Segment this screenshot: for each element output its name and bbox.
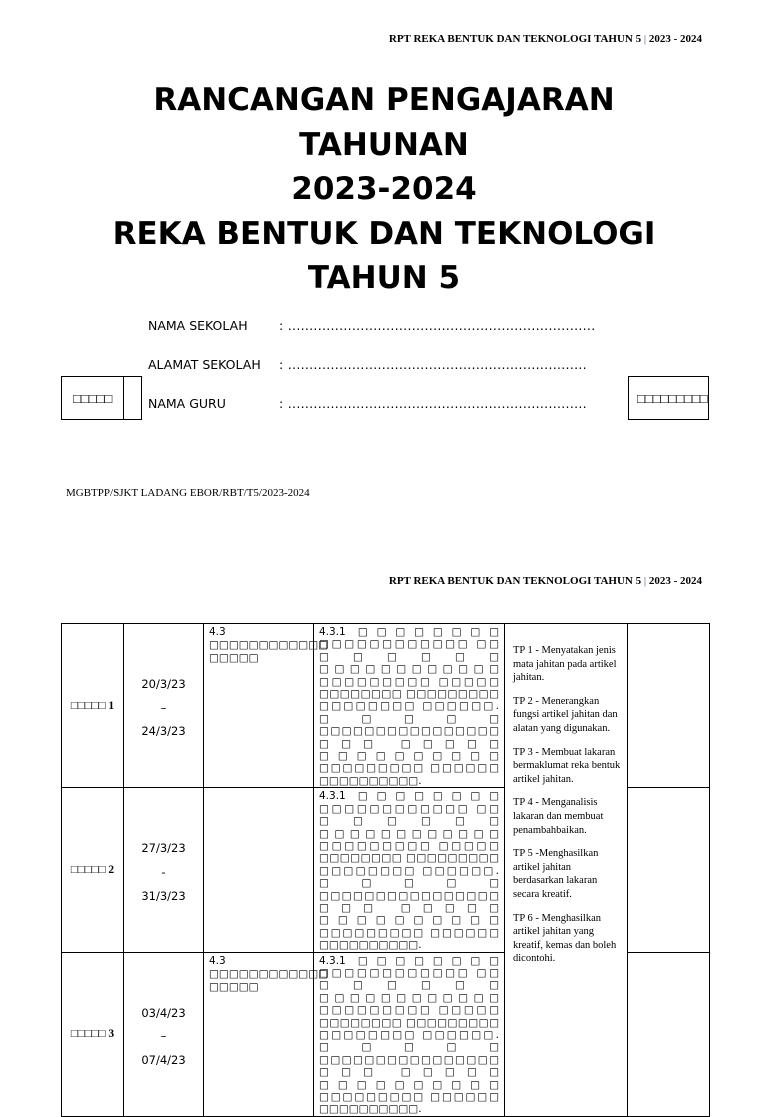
left-box-text: □□□□□	[73, 391, 113, 406]
date-cell	[124, 788, 204, 952]
tp-level: TP 4 - Menganalisis lakaran dan membuat penambahbaikan.	[513, 797, 604, 836]
header-title: RPT REKA BENTUK DAN TEKNOLOGI TAHUN 5	[388, 33, 642, 45]
field-label: ALAMAT SEKOLAH	[148, 357, 261, 372]
standard-cell: 4.3 □□□□□□□□□□□□ □□□□□	[204, 952, 314, 1116]
header-year: 2023 - 2024	[648, 33, 702, 45]
week-cell: □□□□□ 3	[62, 952, 124, 1116]
notes-cell	[628, 788, 710, 952]
week-cell: □□□□□ 1	[62, 624, 124, 788]
field-label: NAMA GURU	[148, 396, 226, 411]
week-cell: □□□□□ 2	[62, 788, 124, 952]
title-line: 2023-2024	[291, 171, 477, 207]
objective-cell: 4.3.1 □□□□□□□□ □□□□□□□□□□□□ □□ □□□□□□ □□□□□□□□□□□□ □□□□□□□□□ □□□□□ □□□□□□□□ □□□□□□□□□ □□□□□□□□ □□□□□□. □□□□□ □□□□□□□□□□□□□□□□ □□□ □□□□□ □□□□□□□□□□ □□□□□□□□□ □□□□□□ □□□□□□□□□□.	[314, 788, 505, 952]
date-separator: -	[161, 865, 166, 880]
field-value: : ........................................................................	[279, 318, 596, 333]
notes-cell	[628, 952, 710, 1116]
right-box	[628, 376, 709, 420]
date-separator: –	[160, 700, 167, 715]
lesson-plan-table	[61, 623, 710, 1117]
tp-level: TP 1 - Menyatakan jenis mata jahitan pada artikel jahitan.	[513, 645, 617, 684]
header-year: 2023 - 2024	[648, 575, 702, 587]
right-box-text: □□□□□□□□□	[637, 391, 708, 406]
title-line: RANCANGAN PENGAJARAN	[153, 82, 615, 118]
objective-cell: 4.3.1 □□□□□□□□ □□□□□□□□□□□□ □□ □□□□□□ □□□□□□□□□□□□ □□□□□□□□□ □□□□□ □□□□□□□□ □□□□□□□□□ □□□□□□□□ □□□□□□. □□□□□ □□□□□□□□□□□□□□□□ □□□ □□□□□ □□□□□□□□□□ □□□□□□□□□ □□□□□□ □□□□□□□□□□.	[314, 624, 505, 788]
standard-cell: 4.3 □□□□□□□□□□□□ □□□□□	[204, 624, 314, 788]
date-end: 07/4/23	[141, 1053, 186, 1068]
standard-cell	[204, 788, 314, 952]
tp-level: TP 3 - Membuat lakaran bermaklumat reka bentuk artikel jahitan.	[513, 746, 621, 785]
tp-level: TP 5 -Menghasilkan artikel jahitan berdasarkan lakaran secara kreatif.	[513, 848, 599, 900]
field-label: NAMA SEKOLAH	[148, 318, 248, 333]
field-value: : ......................................................................	[279, 357, 587, 372]
date-start: 27/3/23	[141, 841, 186, 856]
header-separator: |	[643, 33, 647, 45]
date-start: 20/3/23	[141, 677, 186, 692]
document-code: MGBTPP/SJKT LADANG EBOR/RBT/T5/2023-2024	[66, 487, 310, 499]
date-cell	[124, 624, 204, 788]
running-header	[389, 575, 702, 587]
header-title: RPT REKA BENTUK DAN TEKNOLOGI TAHUN 5	[388, 575, 642, 587]
tp-level: TP 2 - Menerangkan fungsi artikel jahitan dan alatan yang digunakan.	[513, 695, 618, 734]
date-cell	[124, 952, 204, 1116]
header-separator: |	[643, 575, 647, 587]
left-box	[61, 376, 142, 420]
title-line: TAHUNAN	[299, 126, 469, 163]
running-header	[389, 33, 702, 45]
title-line: REKA BENTUK DAN TEKNOLOGI	[112, 215, 656, 252]
date-end: 24/3/23	[141, 724, 186, 739]
objective-cell: 4.3.1 □□□□□□□□ □□□□□□□□□□□□ □□ □□□□□□ □□□□□□□□□□□□ □□□□□□□□□ □□□□□ □□□□□□□□ □□□□□□□□□ □□□□□□□□ □□□□□□. □□□□□ □□□□□□□□□□□□□□□□ □□□ □□□□□ □□□□□□□□□□ □□□□□□□□□ □□□□□□ □□□□□□□□□□.	[314, 952, 505, 1116]
document-title	[0, 78, 768, 301]
date-separator: –	[160, 1029, 167, 1044]
table-row	[62, 624, 710, 788]
notes-cell	[628, 624, 710, 788]
field-value: : ......................................................................	[279, 396, 587, 411]
title-line: TAHUN 5	[307, 260, 461, 296]
tp-level: TP 6 - Menghasilkan artikel jahitan yang kreatif, kemas dan boleh dicontohi.	[513, 912, 617, 965]
date-start: 03/4/23	[141, 1005, 186, 1020]
date-end: 31/3/23	[141, 888, 186, 903]
performance-levels-cell	[505, 624, 628, 1117]
